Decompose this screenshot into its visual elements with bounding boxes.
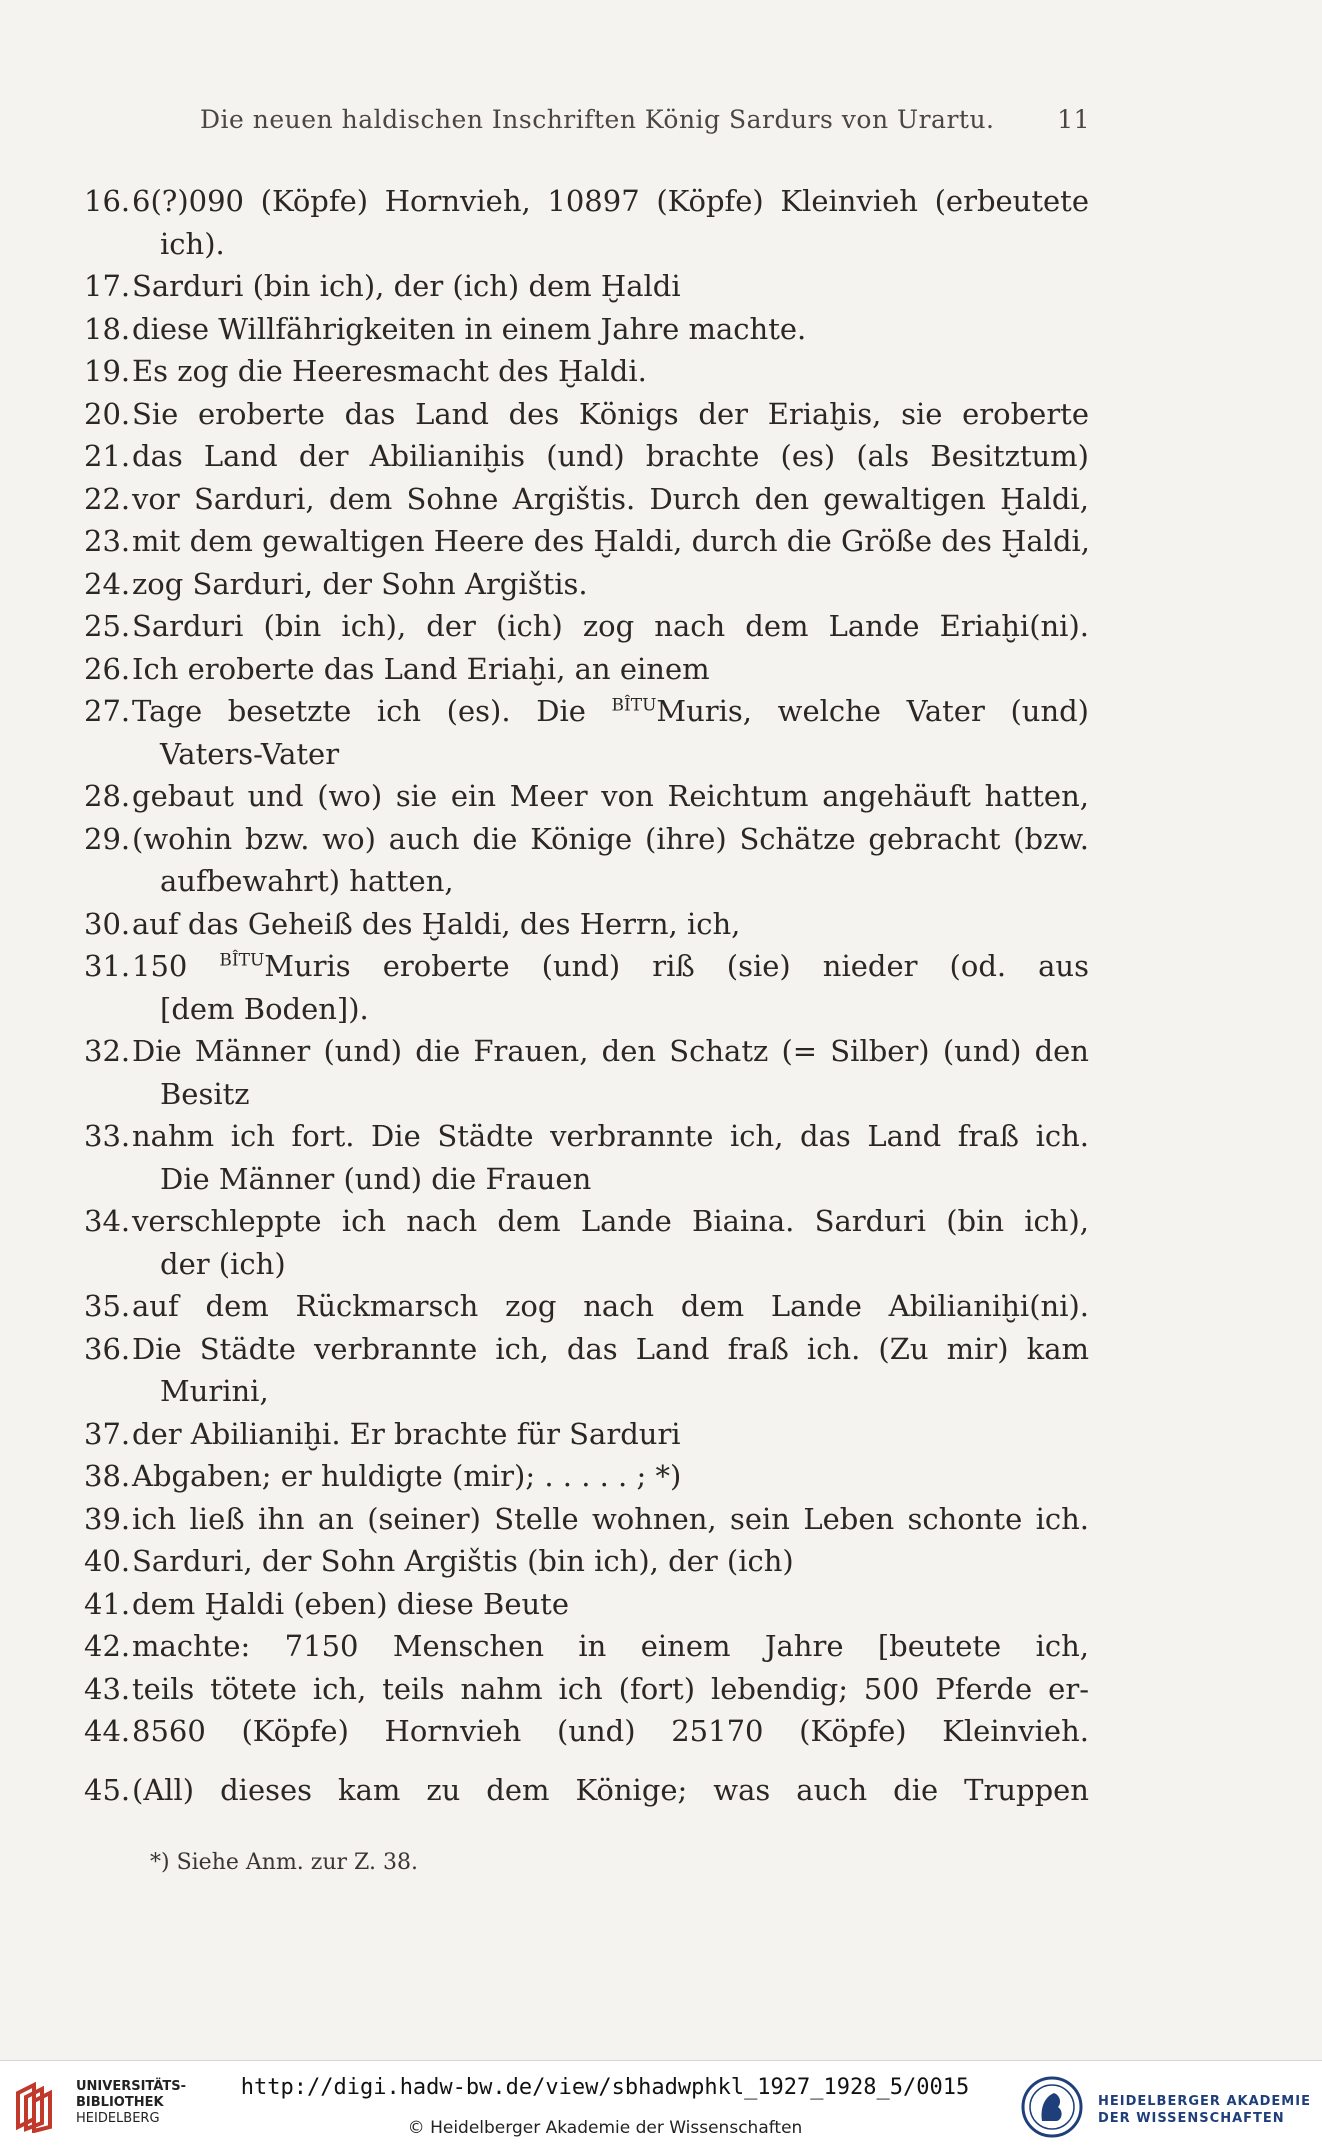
text-line bbox=[84, 1200, 1089, 1243]
line-text: gebaut und (wo) sie ein Meer von Reichtum angehäuft hatten, bbox=[132, 779, 1089, 813]
text-line bbox=[84, 860, 1089, 903]
text-line bbox=[84, 435, 1089, 478]
academy-seal-icon bbox=[1020, 2075, 1084, 2139]
text-line bbox=[84, 1540, 1089, 1583]
line-text: nahm ich fort. Die Städte verbrannte ich, das Land fraß ich. bbox=[132, 1119, 1089, 1153]
line-number: 39. bbox=[84, 1501, 131, 1536]
text-line bbox=[84, 1243, 1089, 1286]
academy-logo[interactable] bbox=[1020, 2071, 1320, 2143]
text-line bbox=[84, 393, 1089, 436]
line-number: 30. bbox=[84, 906, 131, 941]
text-line bbox=[84, 1625, 1089, 1668]
line-text: Abgaben; er huldigte (mir); . . . . . ; *) bbox=[132, 1459, 682, 1493]
line-text: 6(?)090 (Köpfe) Hornvieh, 10897 (Köpfe) Kleinvieh (erbeutete bbox=[132, 184, 1089, 218]
determinative-superscript: BÎTU bbox=[219, 950, 265, 971]
inscription-translation bbox=[84, 180, 1089, 1811]
line-number: 29. bbox=[84, 821, 131, 856]
determinative-superscript: BÎTU bbox=[611, 695, 657, 716]
line-number: 27. bbox=[84, 694, 131, 728]
line-text: auf dem Rückmarsch zog nach dem Lande Abilianiḫi(ni). bbox=[132, 1289, 1089, 1323]
line-number: 18. bbox=[84, 311, 131, 346]
text-line bbox=[84, 350, 1089, 393]
line-text: Es zog die Heeresmacht des Ḫaldi. bbox=[132, 354, 647, 388]
footnote: *) Siehe Anm. zur Z. 38. bbox=[150, 1850, 418, 1875]
line-number: 28. bbox=[84, 779, 131, 813]
text-line bbox=[84, 775, 1089, 818]
line-number: 35. bbox=[84, 1289, 131, 1323]
running-header bbox=[200, 105, 1090, 134]
text-line bbox=[84, 818, 1089, 861]
line-number: 36. bbox=[84, 1331, 131, 1366]
line-number: 40. bbox=[84, 1544, 131, 1578]
line-number: 43. bbox=[84, 1671, 131, 1706]
text-line bbox=[84, 1370, 1089, 1413]
line-text: 8560 (Köpfe) Hornvieh (und) 25170 (Köpfe) Kleinvieh. bbox=[132, 1714, 1089, 1748]
text-line bbox=[84, 265, 1089, 308]
line-number: 23. bbox=[84, 524, 131, 558]
line-text: Murini, bbox=[160, 1374, 269, 1408]
text-line bbox=[84, 180, 1089, 223]
text-line bbox=[84, 945, 1089, 988]
line-number: 24. bbox=[84, 566, 131, 601]
line-text: verschleppte ich nach dem Lande Biaina. Sarduri (bin ich), bbox=[132, 1204, 1089, 1238]
library-name-line2: BIBLIOTHEK bbox=[76, 2095, 164, 2110]
text-line bbox=[84, 1285, 1089, 1328]
line-text: aufbewahrt) hatten, bbox=[160, 864, 454, 898]
line-number: 41. bbox=[84, 1586, 131, 1621]
line-text: Die Städte verbrannte ich, das Land fraß ich. (Zu mir) kam bbox=[132, 1331, 1089, 1366]
line-text-start: 150 bbox=[132, 949, 220, 983]
line-number: 20. bbox=[84, 396, 131, 431]
line-text: Die Männer (und) die Frauen, den Schatz (= Silber) (und) den bbox=[132, 1034, 1089, 1068]
line-text: Sarduri, der Sohn Argištis (bin ich), der (ich) bbox=[132, 1544, 794, 1578]
line-text: der Abilianiḫi. Er brachte für Sarduri bbox=[132, 1416, 681, 1451]
text-line bbox=[84, 903, 1089, 946]
line-text: der (ich) bbox=[160, 1246, 286, 1281]
line-text-end: Muris eroberte (und) riß (sie) nieder (od. aus bbox=[264, 949, 1089, 983]
line-number: 21. bbox=[84, 439, 131, 473]
text-line bbox=[84, 308, 1089, 351]
line-text: Vaters-Vater bbox=[160, 736, 340, 771]
line-number: 44. bbox=[84, 1714, 131, 1748]
line-number: 32. bbox=[84, 1034, 131, 1068]
line-text bbox=[132, 945, 1089, 988]
line-text: Ich eroberte das Land Eriaḫi, an einem bbox=[132, 651, 710, 686]
line-text: (wohin bzw. wo) auch die Könige (ihre) Schätze gebracht (bzw. bbox=[132, 821, 1089, 856]
line-text: Besitz bbox=[160, 1076, 250, 1111]
line-text: ich ließ ihn an (seiner) Stelle wohnen, sein Leben schonte ich. bbox=[132, 1501, 1089, 1536]
line-number: 45. bbox=[84, 1772, 131, 1807]
line-number: 17. bbox=[84, 269, 131, 303]
text-line bbox=[84, 1073, 1089, 1116]
line-text-end: Muris, welche Vater (und) bbox=[656, 694, 1089, 728]
line-text: diese Willfährigkeiten in einem Jahre machte. bbox=[132, 311, 807, 346]
line-text: (All) dieses kam zu dem Könige; was auch die Truppen bbox=[132, 1772, 1089, 1807]
text-line bbox=[84, 1668, 1089, 1711]
line-text: teils tötete ich, teils nahm ich (fort) lebendig; 500 Pferde er- bbox=[132, 1671, 1089, 1706]
line-number: 33. bbox=[84, 1119, 131, 1153]
text-line bbox=[84, 478, 1089, 521]
text-line bbox=[84, 1030, 1089, 1073]
text-line bbox=[84, 1583, 1089, 1626]
line-number: 19. bbox=[84, 354, 131, 388]
text-line bbox=[84, 1413, 1089, 1456]
line-text: Sie eroberte das Land des Königs der Eriaḫis, sie eroberte bbox=[132, 396, 1089, 431]
text-line bbox=[84, 1455, 1089, 1498]
line-number: 42. bbox=[84, 1629, 131, 1663]
text-line bbox=[84, 1498, 1089, 1541]
line-text: [dem Boden]). bbox=[160, 991, 369, 1026]
line-number: 38. bbox=[84, 1459, 131, 1493]
text-line bbox=[84, 733, 1089, 776]
text-line bbox=[84, 605, 1089, 648]
line-number: 16. bbox=[84, 184, 131, 218]
copyright-notice: © Heidelberger Akademie der Wissenschaften bbox=[407, 2118, 803, 2138]
text-line bbox=[84, 648, 1089, 691]
line-text: vor Sarduri, dem Sohne Argištis. Durch den gewaltigen Ḫaldi, bbox=[132, 481, 1089, 516]
line-text: Die Männer (und) die Frauen bbox=[160, 1161, 592, 1196]
text-line bbox=[84, 1115, 1089, 1158]
line-text: mit dem gewaltigen Heere des Ḫaldi, durch die Größe des Ḫaldi, bbox=[132, 524, 1091, 558]
line-text-start: Tage besetzte ich (es). Die bbox=[132, 694, 612, 728]
university-library-logo[interactable] bbox=[12, 2071, 232, 2141]
line-number: 34. bbox=[84, 1204, 131, 1238]
viewer-footer bbox=[0, 2060, 1322, 2152]
line-text: Sarduri (bin ich), der (ich) dem Ḫaldi bbox=[132, 269, 681, 303]
text-line bbox=[84, 223, 1089, 266]
line-text: auf das Geheiß des Ḫaldi, des Herrn, ich, bbox=[132, 906, 741, 941]
text-line bbox=[84, 690, 1089, 733]
line-text: zog Sarduri, der Sohn Argištis. bbox=[132, 566, 588, 601]
text-line bbox=[84, 563, 1089, 606]
line-number: 25. bbox=[84, 609, 131, 643]
line-text: ich). bbox=[160, 226, 225, 261]
library-name-line3: HEIDELBERG bbox=[76, 2111, 160, 2126]
permalink-url[interactable]: http://digi.hadw-bw.de/view/sbhadwphkl_1927_1928_5/0015 bbox=[240, 2075, 970, 2100]
line-number: 31. bbox=[84, 949, 131, 983]
academy-name-line2: DER WISSENSCHAFTEN bbox=[1098, 2111, 1285, 2126]
line-text: machte: 7150 Menschen in einem Jahre [beutete ich, bbox=[132, 1629, 1089, 1663]
text-line bbox=[84, 988, 1089, 1031]
academy-name-line1: HEIDELBERGER AKADEMIE bbox=[1098, 2094, 1311, 2109]
text-line bbox=[84, 1328, 1089, 1371]
library-name-line1: UNIVERSITÄTS- bbox=[76, 2079, 186, 2094]
text-line bbox=[84, 520, 1089, 563]
page-number: 11 bbox=[1057, 105, 1090, 134]
library-logo-icon bbox=[12, 2079, 66, 2133]
running-title: Die neuen haldischen Inschriften König Sardurs von Urartu. bbox=[200, 105, 995, 134]
line-number: 37. bbox=[84, 1416, 131, 1451]
line-number: 26. bbox=[84, 651, 131, 686]
text-line bbox=[84, 1769, 1089, 1812]
line-text: Sarduri (bin ich), der (ich) zog nach dem Lande Eriaḫi(ni). bbox=[132, 609, 1089, 643]
line-text: das Land der Abilianiḫis (und) brachte (es) (als Besitztum) bbox=[132, 439, 1089, 473]
line-text: dem Ḫaldi (eben) diese Beute bbox=[132, 1586, 569, 1621]
text-line bbox=[84, 1710, 1089, 1753]
text-line bbox=[84, 1158, 1089, 1201]
line-text bbox=[132, 690, 1089, 733]
line-number: 22. bbox=[84, 481, 131, 516]
